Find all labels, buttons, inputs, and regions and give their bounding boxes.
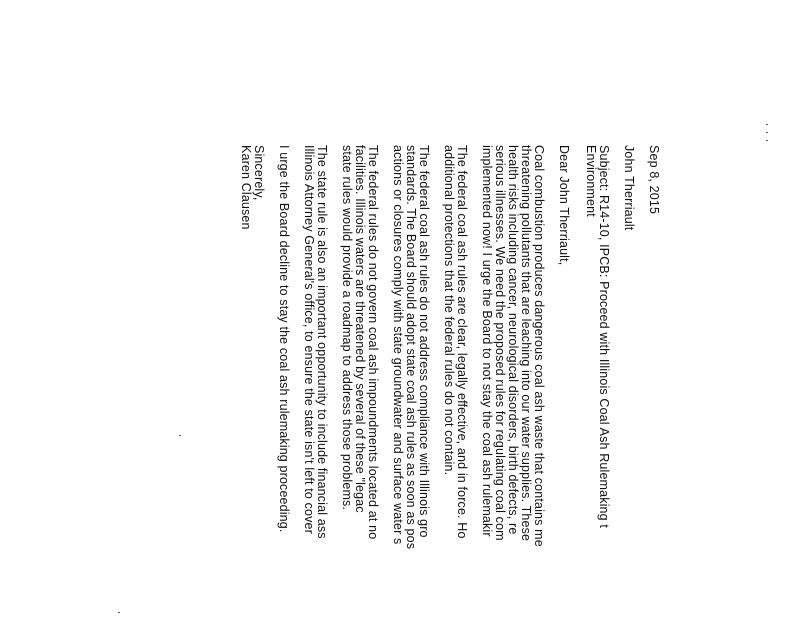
scan-speck <box>179 435 181 436</box>
scan-speck <box>118 612 120 613</box>
paragraph-5-line: The state rule is also an important opportunity to include financial ass <box>315 145 329 539</box>
paragraph-3-line: standards. The Board should adopt state coal ash rules as soon as pos <box>404 145 418 550</box>
paragraph-2-line: The federal coal ash rules are clear, legally effective, and in force. Ho <box>455 145 469 539</box>
paragraph-4-line: state rules would provide a roadmap to address those problems. <box>340 145 354 511</box>
letter-body <box>239 145 661 618</box>
scan-speck <box>766 132 768 133</box>
letter-date: Sep 8, 2015 <box>647 145 661 215</box>
letter-signature: Karen Clausen <box>239 145 253 230</box>
paragraph-6: I urge the Board decline to stay the coal ash rulemaking proceeding. <box>277 145 291 533</box>
paragraph-1-line: threatening pollutants that are leaching into our water supplies. These <box>519 145 533 542</box>
paragraph-2-line: additional protections that the federal rules do not contain. <box>442 145 456 476</box>
letter-subject-continued: Environment <box>584 145 598 217</box>
paragraph-3-line: The federal coal ash rules do not address compliance with Illinois gro <box>417 145 431 538</box>
paragraph-3-line: actions or closures comply with state groundwater and surface water s <box>391 145 405 545</box>
scan-speck <box>766 140 768 141</box>
letter-closing: Sincerely, <box>252 145 266 201</box>
paragraph-4-line: facilities. Illinois waters are threatened by several of these "legac <box>353 145 367 513</box>
paragraph-5-line: Illinois Attorney General's office, to ensure the state isn't left to cover <box>302 145 316 534</box>
letter-recipient: John Therriault <box>622 145 636 231</box>
letter-salutation: Dear John Therriault, <box>557 145 571 266</box>
letter-subject: Subject: R14-10, IPCB: Proceed with Illinois Coal Ash Rulemaking t <box>597 145 611 528</box>
scan-speck <box>766 124 768 125</box>
paragraph-1-line: serious illnesses. We need the proposed rules for regulating coal com <box>493 145 507 541</box>
paragraph-1-line: implemented now! I urge the Board to not stay the coal ash rulemakir <box>480 145 494 537</box>
paragraph-1-line: health risks including cancer, neurological disorders, birth defects, re <box>506 145 520 535</box>
paragraph-1-line: Coal combustion produces dangerous coal ash waste that contains me <box>532 145 546 547</box>
paragraph-4-line: The federal rules do not govern coal ash impoundments located at no <box>366 145 380 540</box>
